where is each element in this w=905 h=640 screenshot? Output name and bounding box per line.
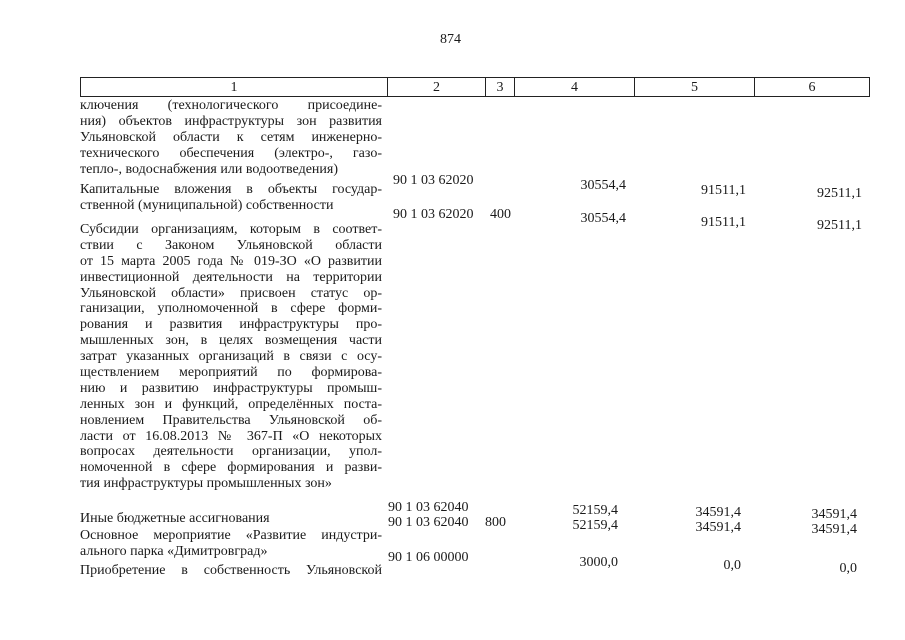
- row-6-description: [80, 563, 382, 579]
- desc-line: мышленных зон, в целях возмещения части: [80, 333, 382, 349]
- desc-line: ществлением мероприятий по формирова-: [80, 365, 382, 381]
- row-4-description: [80, 511, 382, 527]
- desc-line: Субсидии организациям, которым в соответ-: [80, 222, 382, 237]
- row-2-value-col4: 30554,4: [580, 211, 626, 226]
- desc-line: номоченной в сфере формирования и разви-: [80, 460, 382, 476]
- row-1-description: [80, 98, 382, 177]
- header-col-4: 4: [514, 77, 635, 97]
- row-2-value-col5: 91511,1: [701, 215, 746, 230]
- header-col-5: 5: [634, 77, 755, 97]
- desc-line: Ульяновской области к сетям инженерно-: [80, 129, 382, 145]
- row-2-description: [80, 182, 382, 214]
- row-2-value-col6: 92511,1: [817, 218, 862, 233]
- row-5-description: [80, 528, 382, 560]
- table-header: [80, 77, 870, 99]
- desc-line: тия инфраструктуры промышленных зон»: [80, 476, 332, 492]
- desc-line: ального парка «Димитровград»: [80, 543, 268, 559]
- row-1-value-col5: 91511,1: [701, 183, 746, 198]
- desc-line: инвестиционной деятельности на территории: [80, 269, 382, 285]
- desc-line: ствии с Законом Ульяновской области: [80, 237, 382, 253]
- desc-line: ственной (муниципальной) собственности: [80, 197, 334, 213]
- page-number: 874: [440, 32, 461, 47]
- desc-line: вопросах деятельности организации, упол-: [80, 444, 382, 460]
- row-3-code: 90 1 03 62040: [388, 500, 469, 515]
- row-4-value-col6: 34591,4: [811, 522, 857, 537]
- desc-line: Иные бюджетные ассигнования: [80, 511, 270, 526]
- row-2-code: 90 1 03 62020: [393, 207, 474, 222]
- row-5-value-col5: 0,0: [723, 558, 741, 573]
- row-1-value-col6: 92511,1: [817, 186, 862, 201]
- header-col-6: 6: [754, 77, 870, 97]
- row-3-value-col6: 34591,4: [811, 507, 857, 522]
- row-4-value-col5: 34591,4: [695, 520, 741, 535]
- desc-line: Приобретение в собственность Ульяновской: [80, 563, 382, 578]
- header-col-3: 3: [485, 77, 515, 97]
- row-3-value-col4: 52159,4: [572, 503, 618, 518]
- desc-line: Ульяновской области» присвоен статус ор-: [80, 285, 382, 301]
- header-col-1: 1: [80, 77, 388, 97]
- desc-line: ласти от 16.08.2013 № 367-П «О некоторых: [80, 428, 382, 444]
- desc-line: рования и развития инфраструктуры про-: [80, 317, 382, 333]
- desc-line: Капитальные вложения в объекты государ-: [80, 182, 382, 197]
- desc-line: технического обеспечения (электро-, газо-: [80, 145, 382, 161]
- row-2-kvr: 400: [490, 207, 511, 222]
- row-5-value-col6: 0,0: [839, 561, 857, 576]
- desc-line: нию и развитию инфраструктуры промыш-: [80, 380, 382, 396]
- row-1-value-col4: 30554,4: [580, 178, 626, 193]
- row-4-code: 90 1 03 62040: [388, 515, 469, 530]
- desc-line: ленных зон и функций, определённых поста-: [80, 396, 382, 412]
- desc-line: Основное мероприятие «Развитие индустри-: [80, 528, 382, 543]
- header-col-2: 2: [387, 77, 486, 97]
- desc-line: затрат указанных организаций в связи с осу-: [80, 349, 382, 365]
- desc-line: ключения (технологического присоедине-: [80, 98, 382, 113]
- row-1-code: 90 1 03 62020: [393, 173, 474, 188]
- desc-line: от 15 марта 2005 года № 019-ЗО «О развитии: [80, 253, 382, 269]
- row-5-code: 90 1 06 00000: [388, 550, 469, 565]
- row-3-description: [80, 222, 382, 492]
- desc-line: новлением Правительства Ульяновской об-: [80, 412, 382, 428]
- row-4-value-col4: 52159,4: [572, 518, 618, 533]
- desc-line: ния) объектов инфраструктуры зон развития: [80, 113, 382, 129]
- row-3-value-col5: 34591,4: [695, 505, 741, 520]
- row-4-kvr: 800: [485, 515, 506, 530]
- row-5-value-col4: 3000,0: [579, 555, 618, 570]
- desc-line: ганизации, уполномоченной в сфере форми-: [80, 301, 382, 317]
- desc-line: тепло-, водоснабжения или водоотведения): [80, 161, 338, 177]
